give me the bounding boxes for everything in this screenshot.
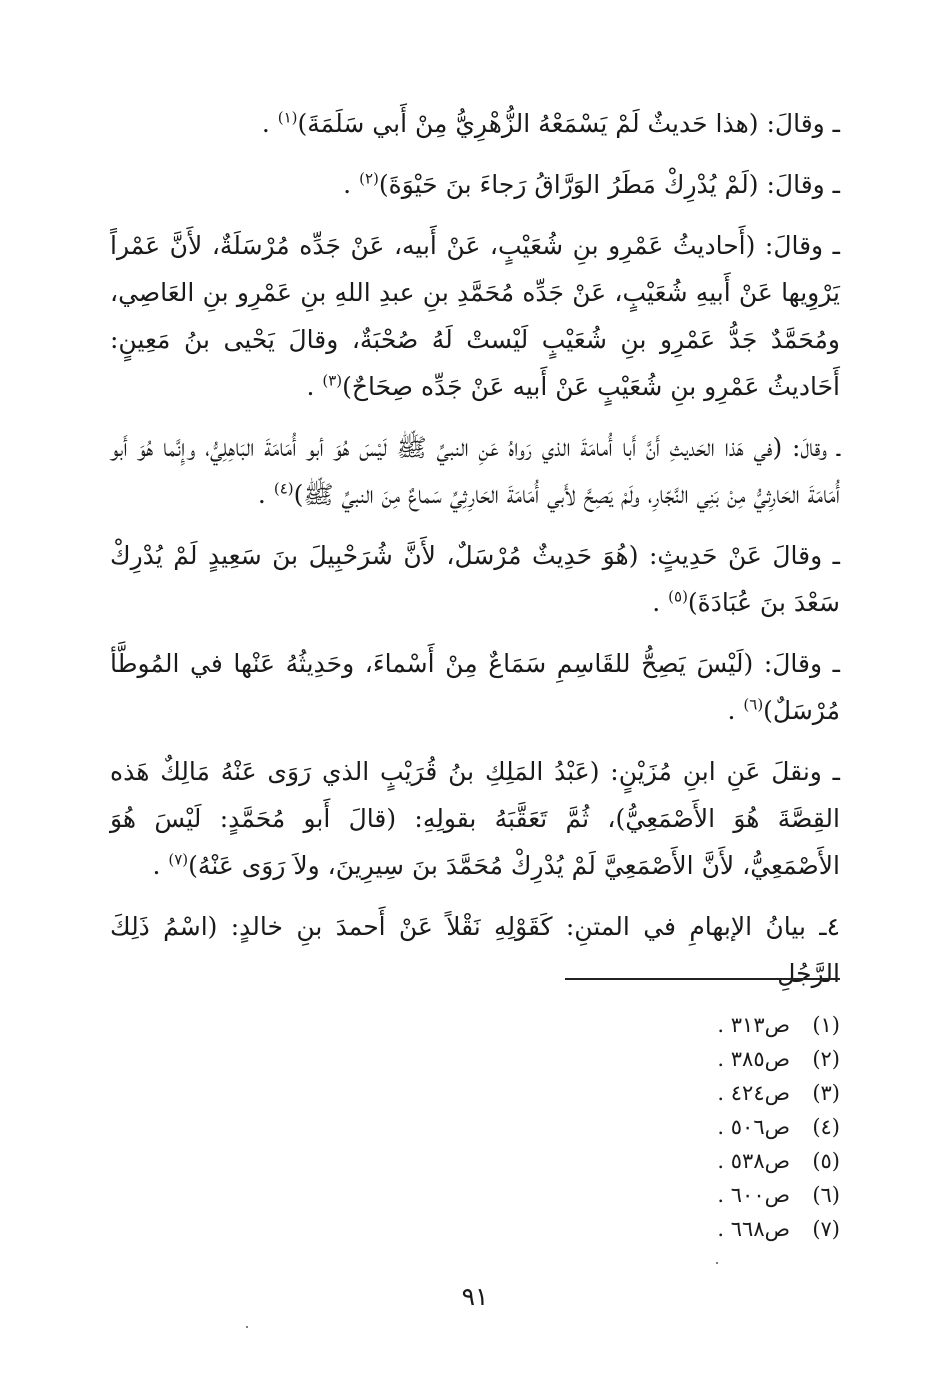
- paragraph-text: ـ ونقلَ عَنِ ابنِ مُزَيْنٍ: (عَبْدُ المَلِكِ بنُ قُرَيْبٍ الذي رَوَى عَنْهُ مَالِكٌ هَذه القِصَّةَ هُوَ الأَصْمَعِيُّ)، ثُمَّ تَعَقَّبَهُ بقولِهِ: (قالَ أَبو مُحَمَّدٍ: لَيْسَ هُوَ الأَصْمَعِيُّ، لأَنَّ الأَصْمَعِيَّ لَمْ يُدْرِكْ مُحَمَّدَ بنَ سِيرِينَ، ولاَ رَوَى عَنْهُ): [110, 757, 840, 880]
- main-text: [110, 100, 840, 1011]
- paragraph-4: [110, 424, 840, 518]
- paragraph-end: .: [343, 170, 360, 199]
- footnote-reference: ص٥٠٦ .: [717, 1115, 790, 1139]
- scan-speck: [716, 1262, 718, 1264]
- footnote-reference: ص٣٨٥ .: [717, 1047, 790, 1071]
- footnote-item: [540, 1042, 840, 1076]
- footnote-marker: (٤): [273, 479, 294, 498]
- paragraph-text: ـ وقالَ عَنْ حَدِيثٍ: (هُوَ حَدِيثٌ مُرْسَلٌ، لأَنَّ شُرَحْبِيلَ بنَ سَعِيدٍ لَمْ يُدْرِكْ سَعْدَ بنَ عُبَادَةَ): [110, 541, 840, 617]
- footnote-marker: (١): [277, 108, 298, 127]
- paragraph-text: ـ وقالَ: (هذا حَديثٌ لَمْ يَسْمَعْهُ الزُّهْرِيُّ مِنْ أَبي سَلَمَةَ): [297, 109, 840, 138]
- paragraph-5: [110, 532, 840, 626]
- footnote-item: [540, 1144, 840, 1178]
- paragraph-text: ـ وقالَ: (لَمْ يُدْرِكْ مَطَرُ الوَرَّاقُ رَجاءَ بنَ حَيْوَةَ): [378, 170, 840, 199]
- footnote-number: (٣): [812, 1081, 840, 1105]
- footnote-reference: ص٦٦٨ .: [717, 1217, 790, 1241]
- paragraph-end: .: [261, 109, 278, 138]
- footnote-number: (٤): [812, 1115, 840, 1139]
- scan-speck: [246, 1326, 248, 1328]
- paragraph-2: [110, 161, 840, 208]
- paragraph-text: ـ وقالَ: (لَيْسَ يَصِحُّ للقَاسِمِ سَمَاعٌ مِنْ أَسْماءَ، وحَدِيثُهُ عَنْها في المُوطَّأ مُرْسَلٌ): [110, 649, 840, 725]
- footnote-marker: (٣): [322, 371, 343, 390]
- footnote-item: [540, 1076, 840, 1110]
- footnote-item: [540, 1212, 840, 1246]
- footnote-number: (٧): [812, 1217, 840, 1241]
- paragraph-1: [110, 100, 840, 147]
- paragraph-6: [110, 640, 840, 734]
- footnotes-list: [540, 1008, 840, 1246]
- paragraph-end: .: [257, 480, 274, 509]
- footnote-item: [540, 1008, 840, 1042]
- footnote-number: (٢): [812, 1047, 840, 1071]
- paragraph-7: [110, 748, 840, 889]
- footnote-marker: (٦): [743, 695, 764, 714]
- footnote-divider: [565, 978, 840, 980]
- paragraph-8: [110, 903, 840, 997]
- page-number: ٩١: [461, 1282, 489, 1311]
- footnote-reference: ص٦٠٠ .: [717, 1183, 790, 1207]
- footnote-item: [540, 1178, 840, 1212]
- footnote-reference: ص٣١٣ .: [717, 1013, 790, 1037]
- paragraph-3: [110, 222, 840, 410]
- footnote-item: [540, 1110, 840, 1144]
- footnote-number: (٥): [812, 1149, 840, 1173]
- paragraph-end: .: [306, 372, 323, 401]
- footnote-marker: (٢): [359, 169, 379, 188]
- footnote-marker: (٧): [168, 850, 189, 869]
- paragraph-end: .: [152, 851, 169, 880]
- footnote-reference: ص٤٢٤ .: [717, 1081, 790, 1105]
- paragraph-text: ـ وقالَ: (في هَذا الحَديثِ أَنَّ أَبا أُمامَةَ الذي رَواهُ عَنِ النبيِّ ﷺ لَيْسَ هُوَ أبو أُمَامَةَ البَاهِلِيُّ، وإِنَّما هُوَ أَبو أُمَامَةَ الحَارِثيُّ مِنْ بَنِي النَّجّارِ، ولَمْ يَصِحَّ لأَبي أُمَامَةَ الحَارِثِيِّ سَماعٌ مِنَ النبيِّ ﷺ): [110, 433, 840, 509]
- paragraph-text: ٤ـ بيانُ الإبهامِ في المتنِ: كَقَوْلِهِ نَقْلاً عَنْ أَحمدَ بنِ خالدٍ: (اسْمُ ذَلِكَ الرَّجُلِ: [110, 912, 840, 988]
- footnote-number: (٦): [812, 1183, 840, 1207]
- footnote-number: (١): [812, 1013, 840, 1037]
- paragraph-end: .: [652, 588, 669, 617]
- paragraph-text: ـ وقالَ: (أَحاديثُ عَمْرِو بنِ شُعَيْبٍ، عَنْ أَبيه، عَنْ جَدِّه مُرْسَلَةٌ، لأَنَّ عَمْراً يَرْوِيها عَنْ أَبيهِ شُعَيْبٍ، عَنْ جَدِّه مُحَمَّدِ بنِ عبدِ اللهِ بنِ عَمْرِو بنِ العَاصِي، ومُحَمَّدٌ جَدُّ عَمْرِو بنِ شُعَيْبٍ لَيْستْ لَهُ صُحْبَةٌ، وقالَ يَحْيى بنُ مَعِينٍ: أَحَاديثُ عَمْرِو بنِ شُعَيْبٍ عَنْ أَبيه عَنْ جَدِّه صِحَاحٌ): [110, 231, 840, 401]
- paragraph-end: .: [727, 696, 744, 725]
- footnote-marker: (٥): [668, 587, 688, 606]
- footnote-reference: ص٥٣٨ .: [717, 1149, 790, 1173]
